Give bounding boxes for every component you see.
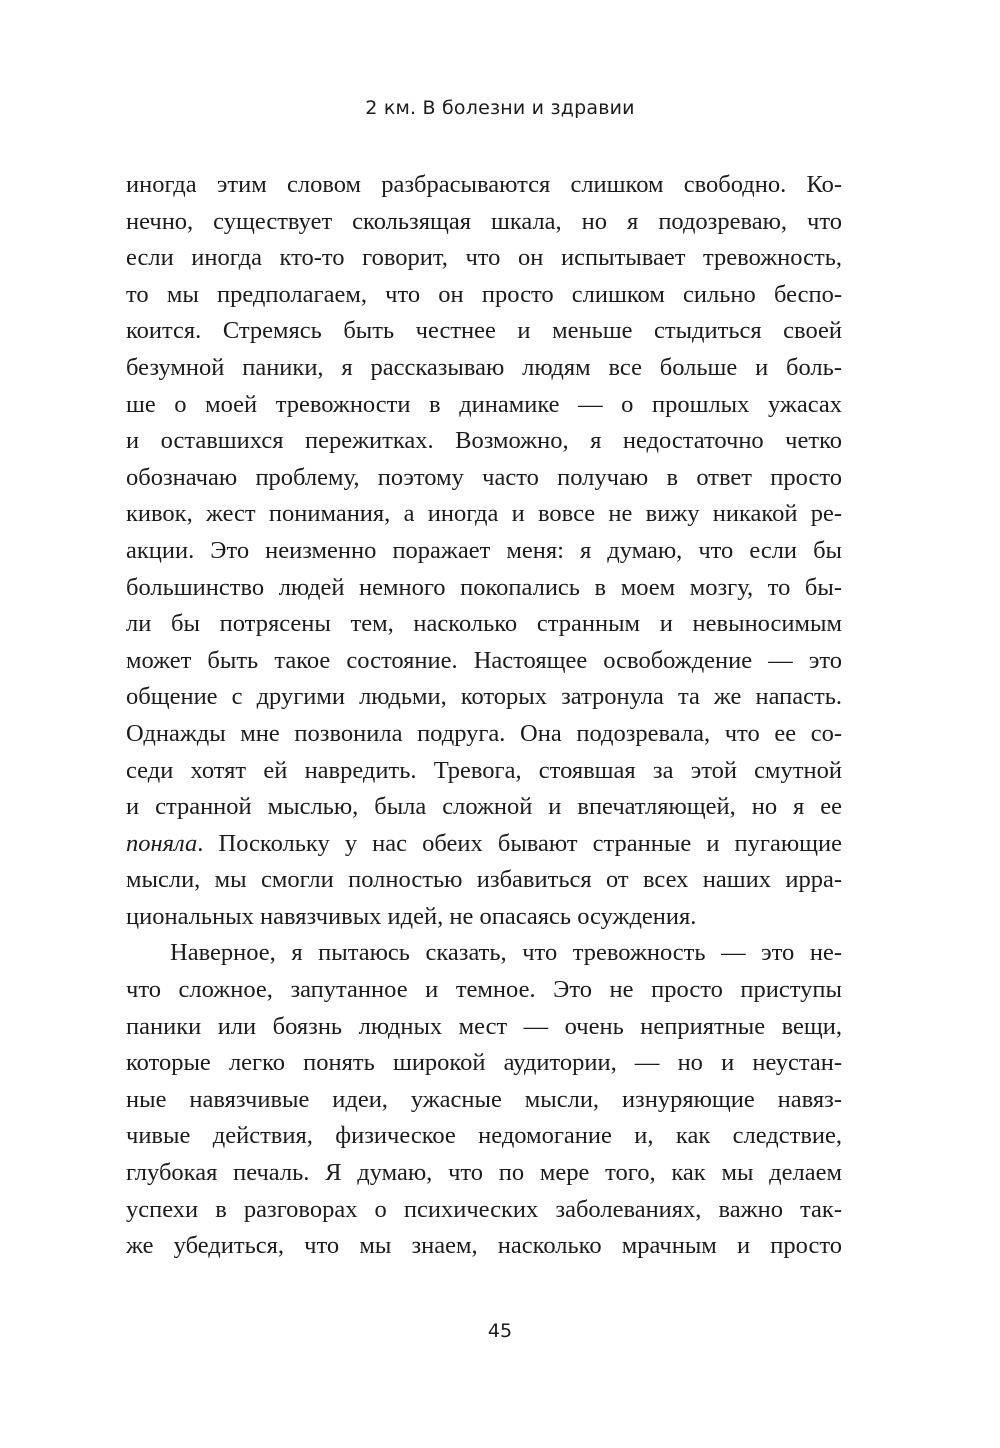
text-line: если иногда кто-то говорит, что он испытывает тревожность, <box>126 244 842 272</box>
text-line: кивок, жест понимания, а иногда и вовсе не вижу никакой ре- <box>126 500 842 528</box>
body-text <box>126 167 842 1265</box>
text-line: же убедиться, что мы знаем, насколько мрачным и просто <box>126 1232 842 1260</box>
running-head: 2 км. В болезни и здравии <box>365 97 635 119</box>
text-line: нечно, существует скользящая шкала, но я подозреваю, что <box>126 207 842 235</box>
text-line: безумной паники, я рассказываю людям все больше и боль- <box>126 353 842 381</box>
text-line: Однажды мне позвонила подруга. Она подозревала, что ее со- <box>126 719 842 747</box>
text-line: Наверное, я пытаюсь сказать, что тревожность — это не- <box>170 939 842 967</box>
text-line: ли бы потрясены тем, насколько странным и невыносимым <box>126 610 842 638</box>
text-line-rest: . Поскольку у нас обеих бывают странные и пугающие <box>197 829 842 857</box>
text-line: ше о моей тревожности в динамике — о прошлых ужасах <box>126 390 842 418</box>
italic-word: поняла <box>126 829 198 857</box>
text-line: то мы предполагаем, что он просто слишком сильно беспо- <box>126 280 842 308</box>
text-line: циональных навязчивых идей, не опасаясь осуждения. <box>126 902 697 930</box>
text-line: и оставшихся пережитках. Возможно, я недостаточно четко <box>126 427 842 455</box>
text-line: глубокая печаль. Я думаю, что по мере того, как мы делаем <box>126 1159 842 1187</box>
text-line: и странной мыслью, была сложной и впечатляющей, но я ее <box>126 793 842 821</box>
text-line: может быть такое состояние. Настоящее освобождение — это <box>126 646 842 674</box>
text-line: которые легко понять широкой аудитории, — но и неустан- <box>126 1049 842 1077</box>
text-line: паники или боязнь людных мест — очень неприятные вещи, <box>126 1012 842 1040</box>
page-number: 45 <box>487 1320 513 1342</box>
text-line: большинство людей немного покопались в моем мозгу, то бы- <box>126 573 842 601</box>
text-line: успехи в разговорах о психических заболеваниях, важно так- <box>126 1195 842 1223</box>
text-line <box>126 826 842 863</box>
text-line: седи хотят ей навредить. Тревога, стоявшая за этой смутной <box>126 756 842 784</box>
text-line: чивые действия, физическое недомогание и, как следствие, <box>126 1122 842 1150</box>
text-line: иногда этим словом разбрасываются слишком свободно. Ко- <box>126 171 842 198</box>
text-line: акции. Это неизменно поражает меня: я думаю, что если бы <box>126 536 842 564</box>
text-line: обозначаю проблему, поэтому часто получаю в ответ просто <box>126 463 842 491</box>
text-line: мысли, мы смогли полностью избавиться от всех наших ирра- <box>126 866 842 894</box>
text-line: общение с другими людьми, которых затронула та же напасть. <box>126 683 842 711</box>
text-line: коится. Стремясь быть честнее и меньше стыдиться своей <box>126 317 842 345</box>
text-line: ные навязчивые идеи, ужасные мысли, изнуряющие навяз- <box>126 1085 842 1113</box>
text-line: что сложное, запутанное и темное. Это не просто приступы <box>126 976 842 1004</box>
